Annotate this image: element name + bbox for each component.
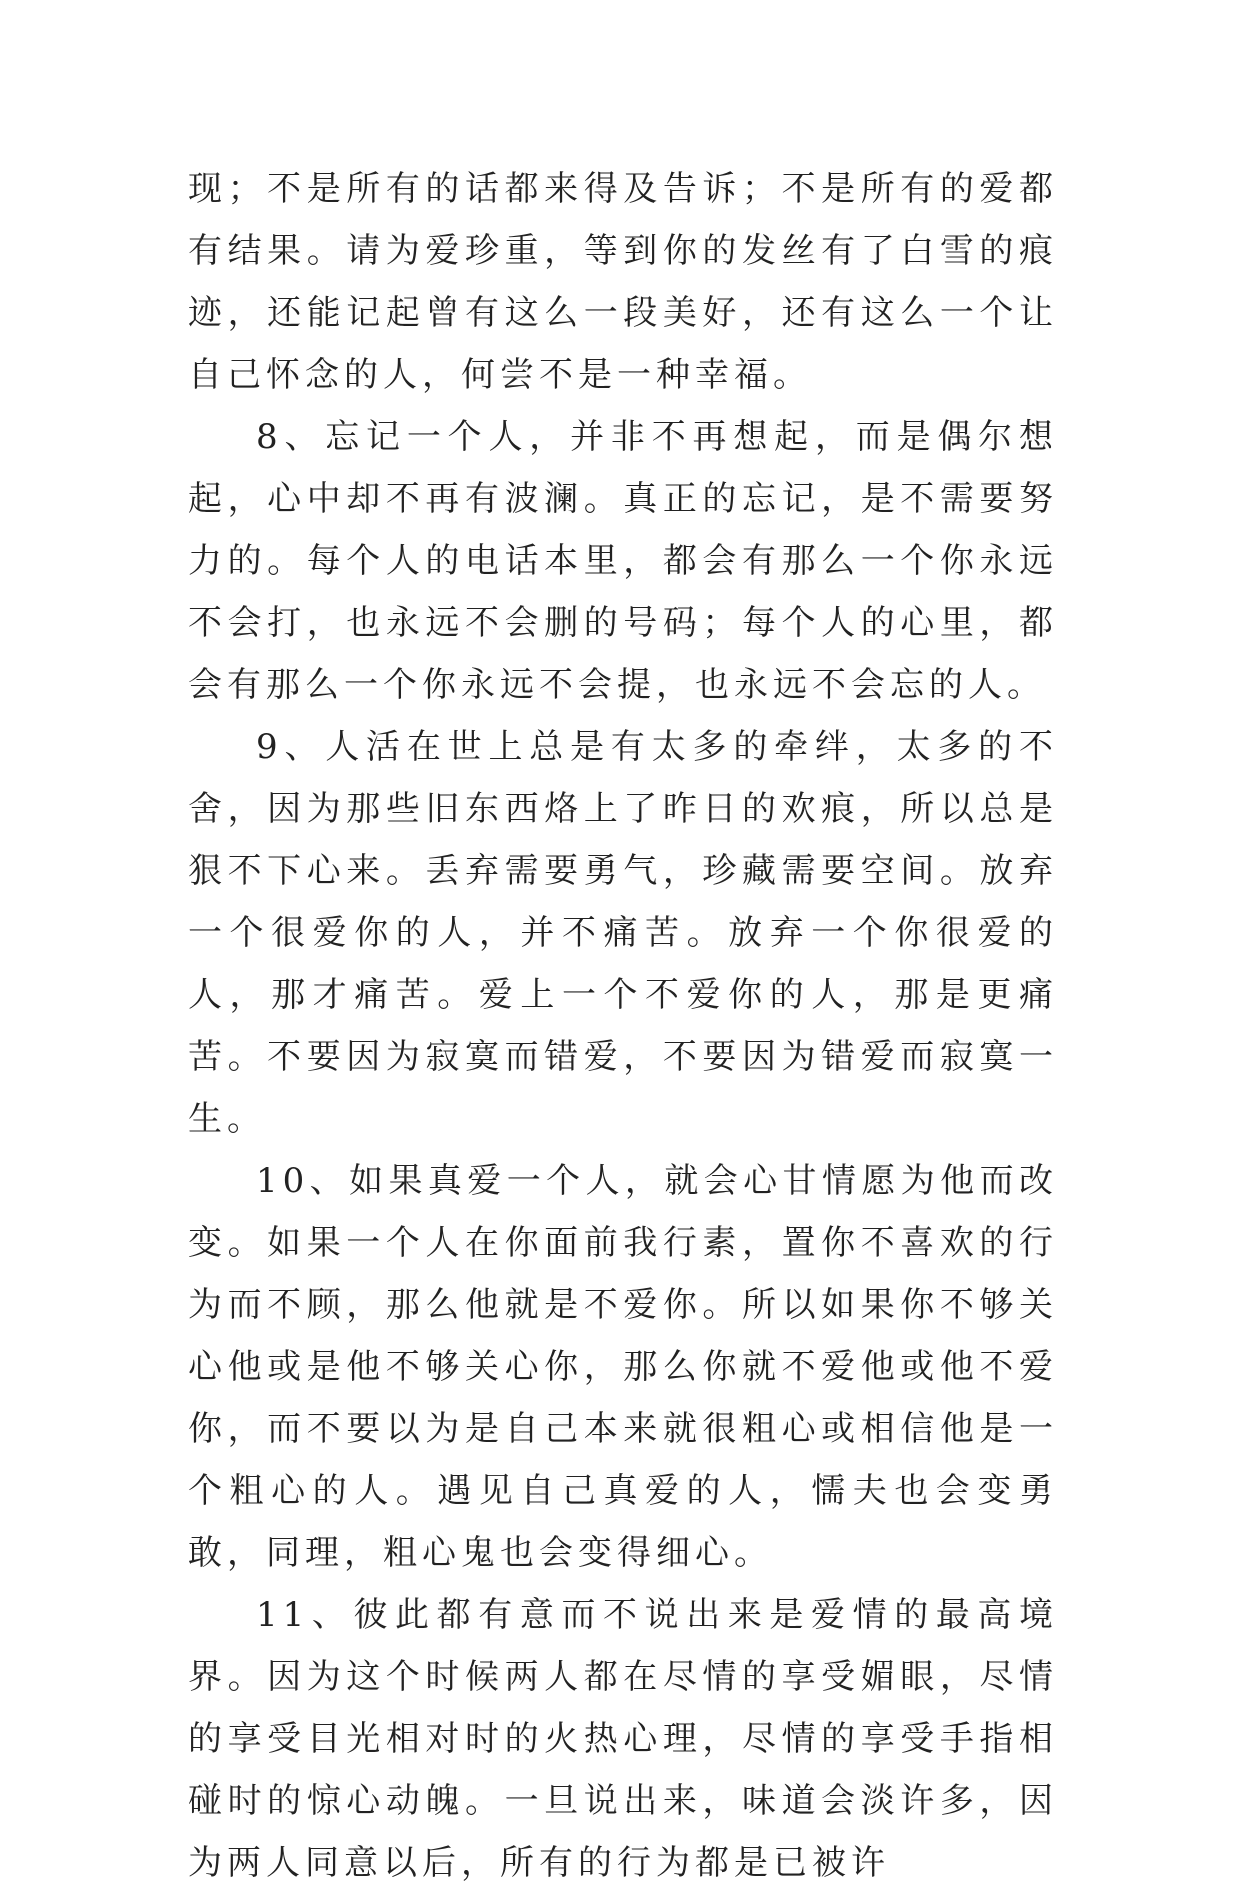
paragraph-9: 9、人活在世上总是有太多的牵绊，太多的不舍，因为那些旧东西烙上了昨日的欢痕，所以总是狠不下心来。丢弃需要勇气，珍藏需要空间。放弃一个很爱你的人，并不痛苦。放弃一个你很爱的人，那才痛苦。爱上一个不爱你的人，那是更痛苦。不要因为寂寞而错爱，不要因为错爱而寂寞一生。 <box>188 727 1058 1139</box>
paragraph-continuation: 现；不是所有的话都来得及告诉；不是所有的爱都有结果。请为爱珍重，等到你的发丝有了白雪的痕迹，还能记起曾有这么一段美好，还有这么一个让自己怀念的人，何尝不是一种幸福。 <box>188 169 1058 395</box>
paragraph-10: 10、如果真爱一个人，就会心甘情愿为他而改变。如果一个人在你面前我行素，置你不喜欢的行为而不顾，那么他就是不爱你。所以如果你不够关心他或是他不够关心你，那么你就不爱他或他不爱你，而不要以为是自己本来就很粗心或相信他是一个粗心的人。遇见自己真爱的人，懦夫也会变勇敢，同理，粗心鬼也会变得细心。 <box>188 1161 1058 1573</box>
paragraph-11: 11、彼此都有意而不说出来是爱情的最高境界。因为这个时候两人都在尽情的享受媚眼，尽情的享受目光相对时的火热心理，尽情的享受手指相碰时的惊心动魄。一旦说出来，味道会淡许多，因为两人同意以后，所有的行为都是已被许 <box>188 1595 1058 1883</box>
body-text <box>188 158 1058 1894</box>
paragraph-8: 8、忘记一个人，并非不再想起，而是偶尔想起，心中却不再有波澜。真正的忘记，是不需要努力的。每个人的电话本里，都会有那么一个你永远不会打，也永远不会删的号码；每个人的心里，都会有那么一个你永远不会提，也永远不会忘的人。 <box>188 417 1058 705</box>
